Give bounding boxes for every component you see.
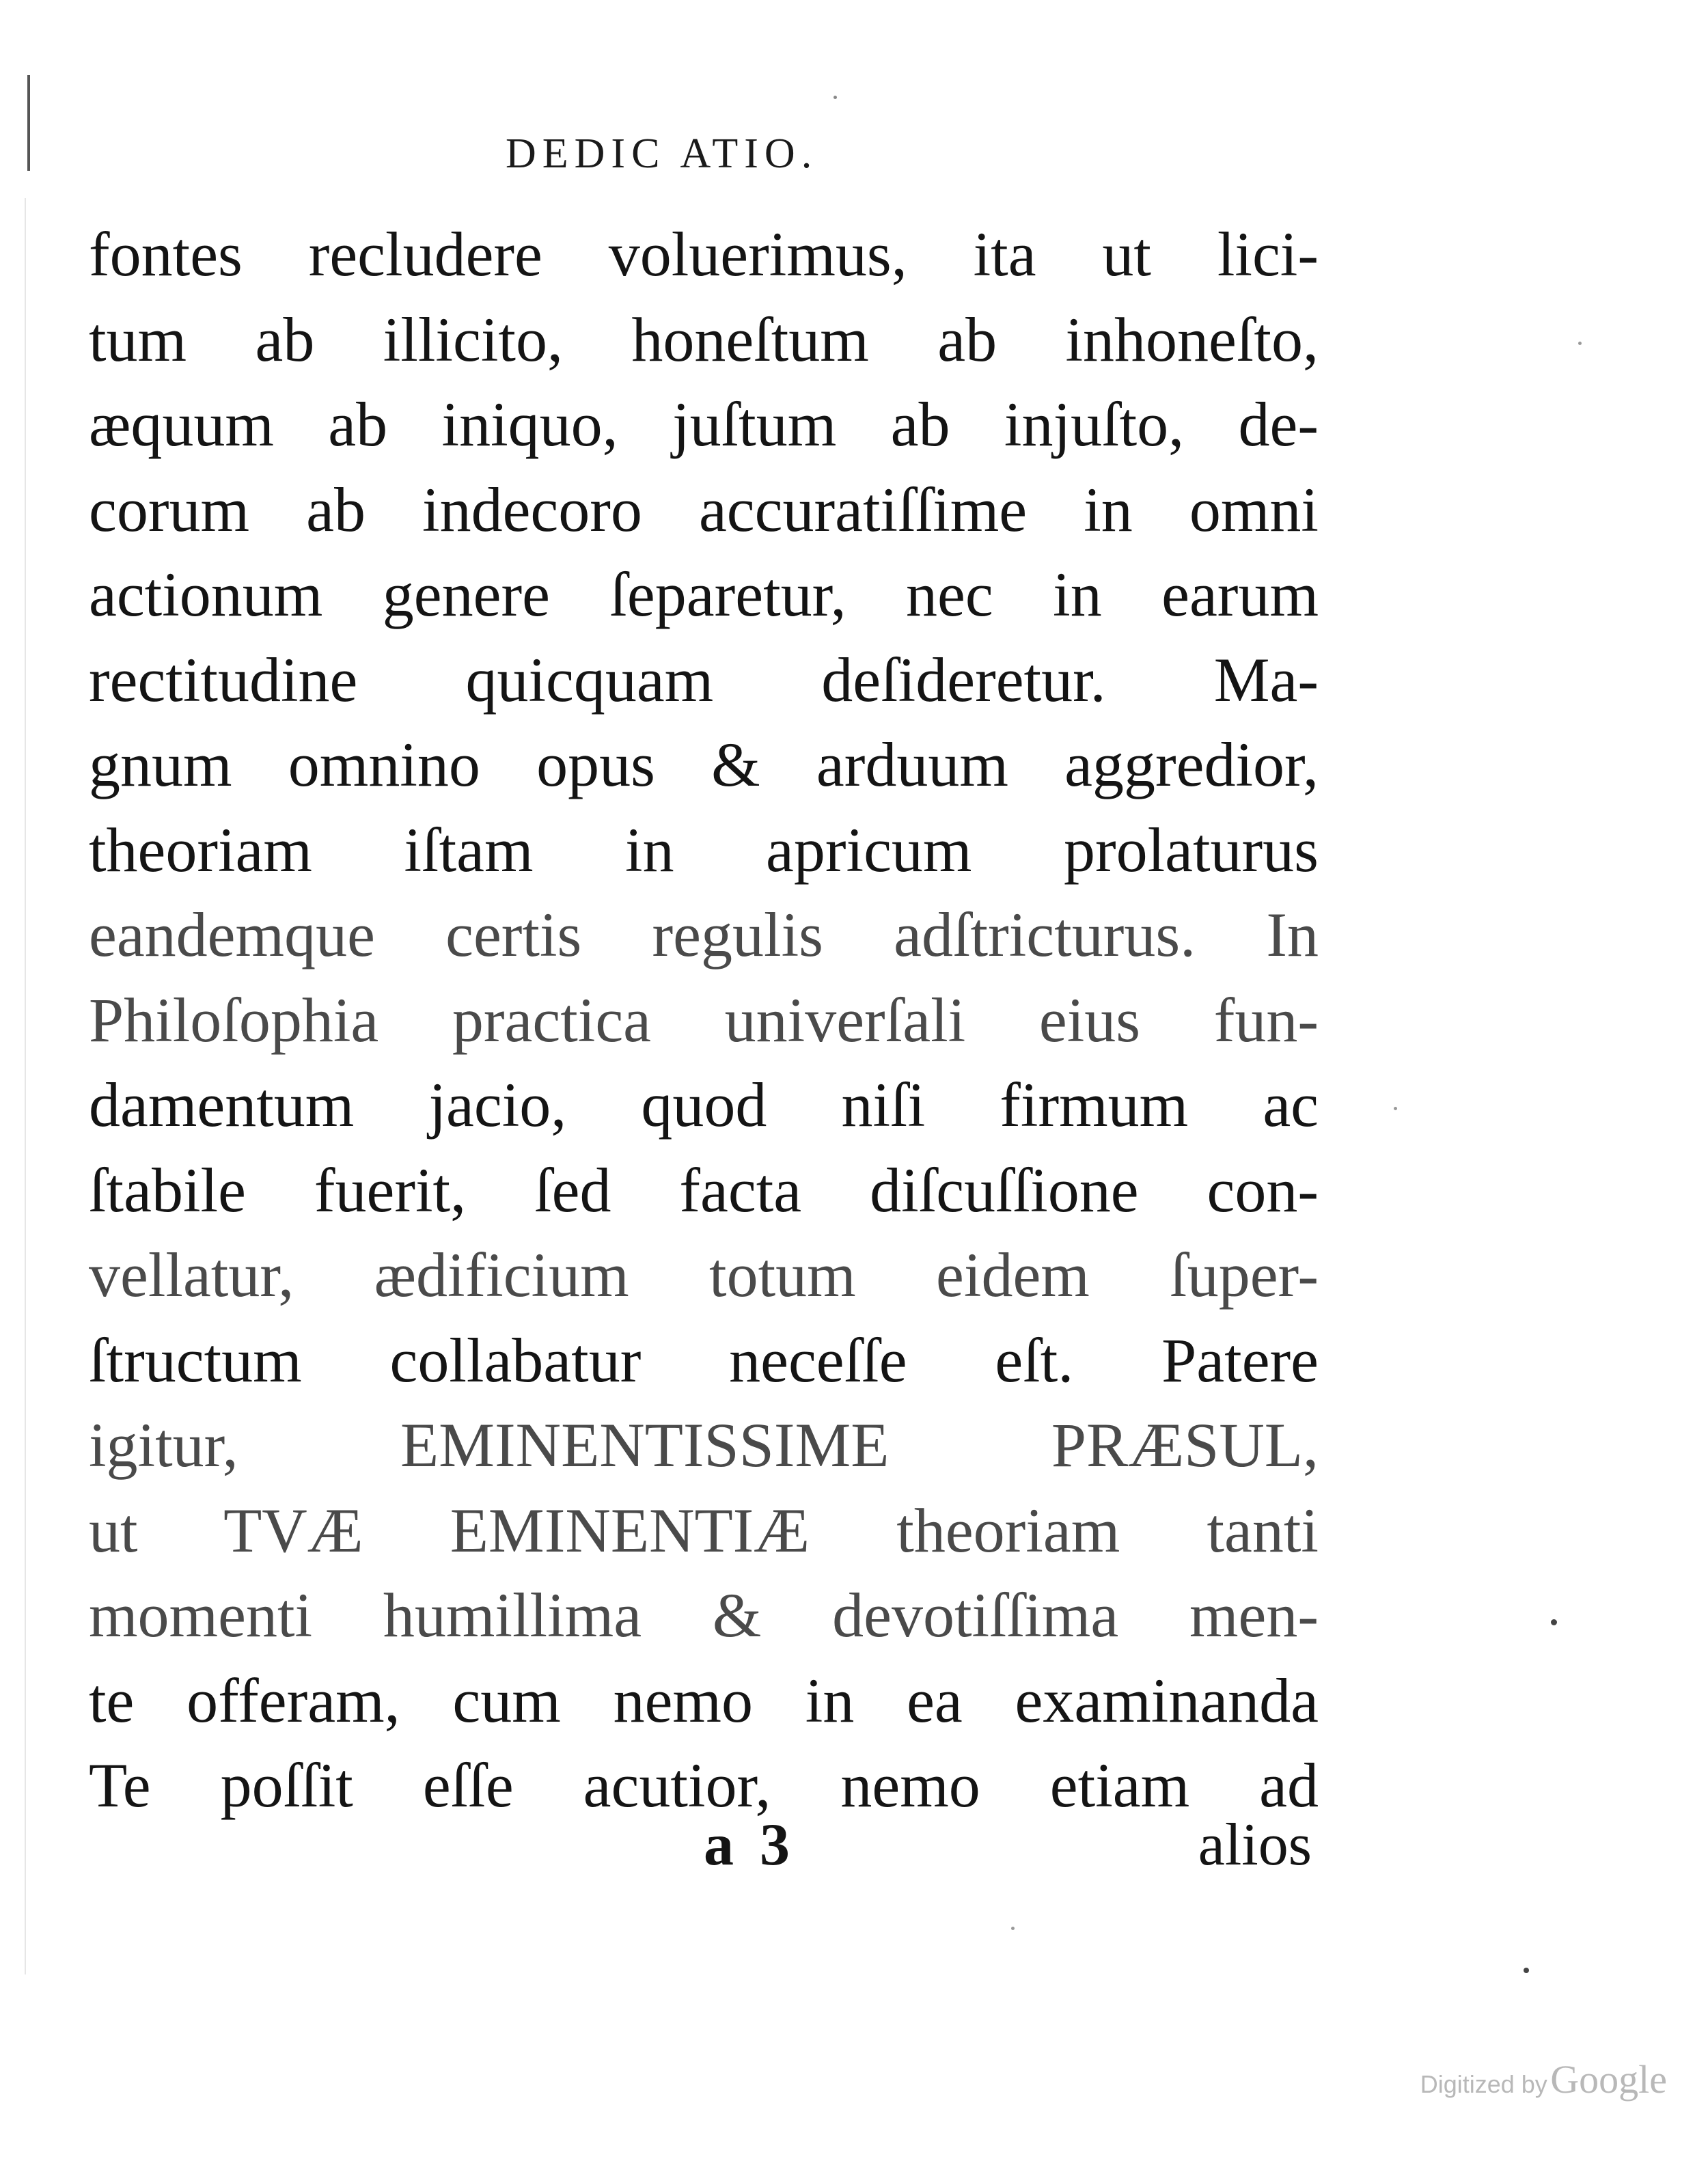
text-line: ſtabile fuerit, ſed facta diſcuſſione con- xyxy=(89,1155,1319,1225)
scan-speck xyxy=(1394,1107,1397,1110)
text-line: tum ab illicito, honeſtum ab inhoneſto, xyxy=(89,304,1319,374)
google-logo: Google xyxy=(1550,2057,1667,2102)
scan-speck xyxy=(1551,1619,1557,1625)
watermark-prefix: Digitized by xyxy=(1420,2070,1547,2098)
scan-speck xyxy=(1578,342,1582,345)
text-line: Te poſſit eſſe acutior, nemo etiam ad xyxy=(89,1750,1319,1820)
text-line: ut TVÆ EMINENTIÆ theoriam tanti xyxy=(89,1495,1319,1565)
catchword: alios xyxy=(1198,1812,1312,1878)
text-line: theoriam iſtam in apricum prolaturus xyxy=(89,814,1319,885)
scan-speck xyxy=(834,96,837,99)
text-line: æquum ab iniquo, juſtum ab injuſto, de- xyxy=(89,389,1319,459)
text-line: momenti humillima & devotiſſima men- xyxy=(89,1580,1319,1650)
text-line: corum ab indecoro accuratiſſime in omni xyxy=(89,474,1319,545)
text-line: actionum genere ſeparetur, nec in earum xyxy=(89,560,1319,629)
scan-speck xyxy=(1011,1927,1015,1930)
text-line: vellatur, ædificium totum eidem ſuper- xyxy=(89,1240,1319,1310)
scan-edge-mark xyxy=(27,75,30,171)
text-line: gnum omnino opus & arduum aggredior, xyxy=(89,730,1319,799)
body-text xyxy=(89,212,1319,1828)
digitized-watermark xyxy=(1420,2056,1667,2102)
text-line: Philoſophia practica univerſali eius fun- xyxy=(89,985,1319,1055)
text-line: eandemque certis regulis adſtricturus. In xyxy=(89,900,1319,969)
text-line: damentum jacio, quod niſi firmum ac xyxy=(89,1070,1319,1140)
scan-edge-shadow xyxy=(25,198,26,1974)
page-footer-line xyxy=(89,1811,1319,1892)
running-head: DEDIC ATIO. xyxy=(506,130,818,177)
signature-mark: a 3 xyxy=(704,1812,795,1878)
text-line: fontes recludere voluerimus, ita ut lici- xyxy=(89,219,1319,289)
scan-speck xyxy=(1524,1968,1529,1973)
text-line: rectitudine quicquam deſideretur. Ma- xyxy=(89,644,1319,715)
text-line: te offeram, cum nemo in ea examinanda xyxy=(89,1665,1319,1735)
text-line: ſtructum collabatur neceſſe eſt. Patere xyxy=(89,1325,1319,1395)
text-line: igitur, EMINENTISSIME PRÆSUL, xyxy=(89,1410,1319,1480)
